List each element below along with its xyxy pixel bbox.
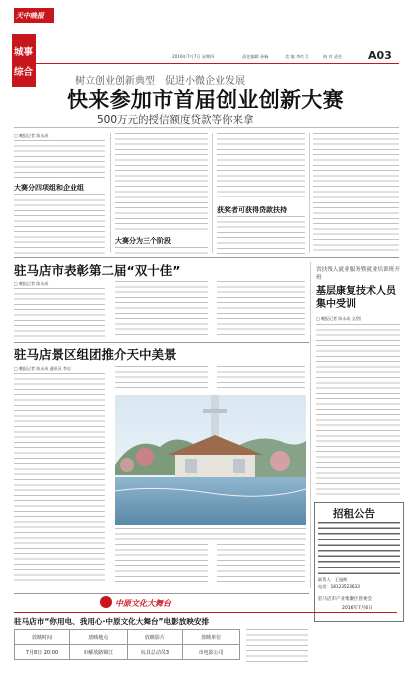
brand-name: 中原文化大舞台 [115, 599, 171, 608]
masthead-designer: 美 编 李红卫 [285, 54, 309, 59]
lead-col3-text-b [217, 216, 305, 254]
schedule-notes [246, 629, 308, 663]
side-byline: □ 晚报记者 陈永成 文/图 [316, 316, 361, 321]
contact-label: 联系人： [318, 577, 335, 582]
article2-col1-text [14, 288, 105, 338]
photo-caption [115, 528, 306, 540]
right-col-divider [310, 262, 311, 588]
schedule-header: 放映地点 [69, 630, 127, 645]
article3-col1-text [14, 373, 105, 585]
tender-contact [318, 577, 347, 583]
masthead-rule [14, 63, 399, 64]
masthead-proof: 校 对 责任 [323, 54, 343, 59]
side-text [316, 324, 400, 498]
scenic-photo [115, 395, 306, 525]
tender-footer-date: 2016年7月6日 [342, 606, 373, 611]
masthead-logo: 天中晚报 [16, 12, 44, 20]
tender-title: 招租公告 [333, 508, 375, 520]
col-divider [309, 133, 310, 253]
article3-col3-text-b [217, 544, 305, 586]
table-row [15, 630, 240, 645]
schedule-rule [14, 612, 397, 613]
lead-headline: 快来参加市首届创业创新大赛 [67, 88, 344, 112]
section-divider [14, 257, 399, 258]
tender-footer-org: 驻马店市产业集聚区管委会 [318, 597, 372, 602]
scenic-photo-illustration [115, 395, 306, 525]
article2-headline: 驻马店市表彰第二届“双十佳” [14, 263, 181, 278]
schedule-table [14, 629, 240, 660]
schedule-cell: 市解放路锦江 [69, 645, 127, 660]
lead-col1-text-a [14, 140, 105, 178]
article3-col3-text [217, 366, 305, 391]
schedule-header: 放映影片 [127, 630, 183, 645]
article3-headline: 驻马店景区组团推介天中美景 [14, 347, 177, 362]
lead-kicker: 树立创业创新典型 促进小微企业发展 [75, 76, 245, 87]
schedule-cell: 7月8日 20:00 [15, 645, 70, 660]
section-label-1: 城事 [14, 47, 34, 58]
article2-byline: □ 晚报记者 陈永成 [14, 281, 49, 286]
schedule-header: 放映时间 [15, 630, 70, 645]
lead-subhead-2: 大赛分为三个阶段 [115, 237, 171, 245]
side-kicker: 省扶残人就业服务暨就业培训班开班 [316, 267, 400, 281]
schedule-cell: 市电影公司 [183, 645, 240, 660]
tender-phone [318, 584, 360, 590]
lead-col2-text-b [115, 247, 208, 255]
col-divider [212, 133, 213, 253]
article2-col2-text [115, 281, 208, 338]
article3-col2-text [115, 366, 208, 391]
phone-label: 电话： [318, 584, 331, 589]
tender-text [318, 522, 400, 574]
lead-col2-text-a [115, 133, 208, 232]
band-rule [14, 593, 309, 594]
lead-rule [14, 127, 399, 128]
brand-emblem-icon [100, 596, 112, 608]
side-headline: 基层康复技术人员集中受训 [316, 286, 396, 310]
contact-name: 王旭辉 [334, 577, 348, 582]
article2-col3-text [217, 281, 305, 338]
page-number: A03 [368, 49, 392, 62]
article3-col2-text-b [115, 544, 208, 586]
col-divider [110, 133, 111, 253]
schedule-cell: 玩具总动员3 [127, 645, 183, 660]
masthead-editor: 责任编辑 孙畅 [242, 54, 269, 59]
lead-subhead-1: 大赛分四项组和企业组 [14, 184, 84, 192]
lead-deck: 500万元的授信额度贷款等你来拿 [97, 114, 254, 126]
lead-col1-text-b [14, 194, 105, 254]
lead-byline: □ 晚报记者 陈永成 [14, 133, 49, 138]
section-divider [14, 342, 309, 343]
section-tab [12, 34, 36, 87]
lead-col4-text [313, 133, 399, 254]
lead-col3-text-a [217, 133, 305, 197]
article3-byline: □ 晚报记者 陈永成 通讯员 李岩 [14, 366, 71, 371]
section-label-2: 综合 [14, 67, 34, 78]
masthead-date: 2016年7月7日 星期四 [172, 54, 215, 59]
table-row [15, 645, 240, 660]
schedule-title: 驻马店市“你用电、我用心·中原文化大舞台”电影放映安排 [14, 617, 210, 626]
schedule-header: 放映单位 [183, 630, 240, 645]
lead-subhead-3: 获奖者可获得贷款扶持 [217, 206, 287, 214]
phone-number: 18123523633 [330, 584, 360, 589]
